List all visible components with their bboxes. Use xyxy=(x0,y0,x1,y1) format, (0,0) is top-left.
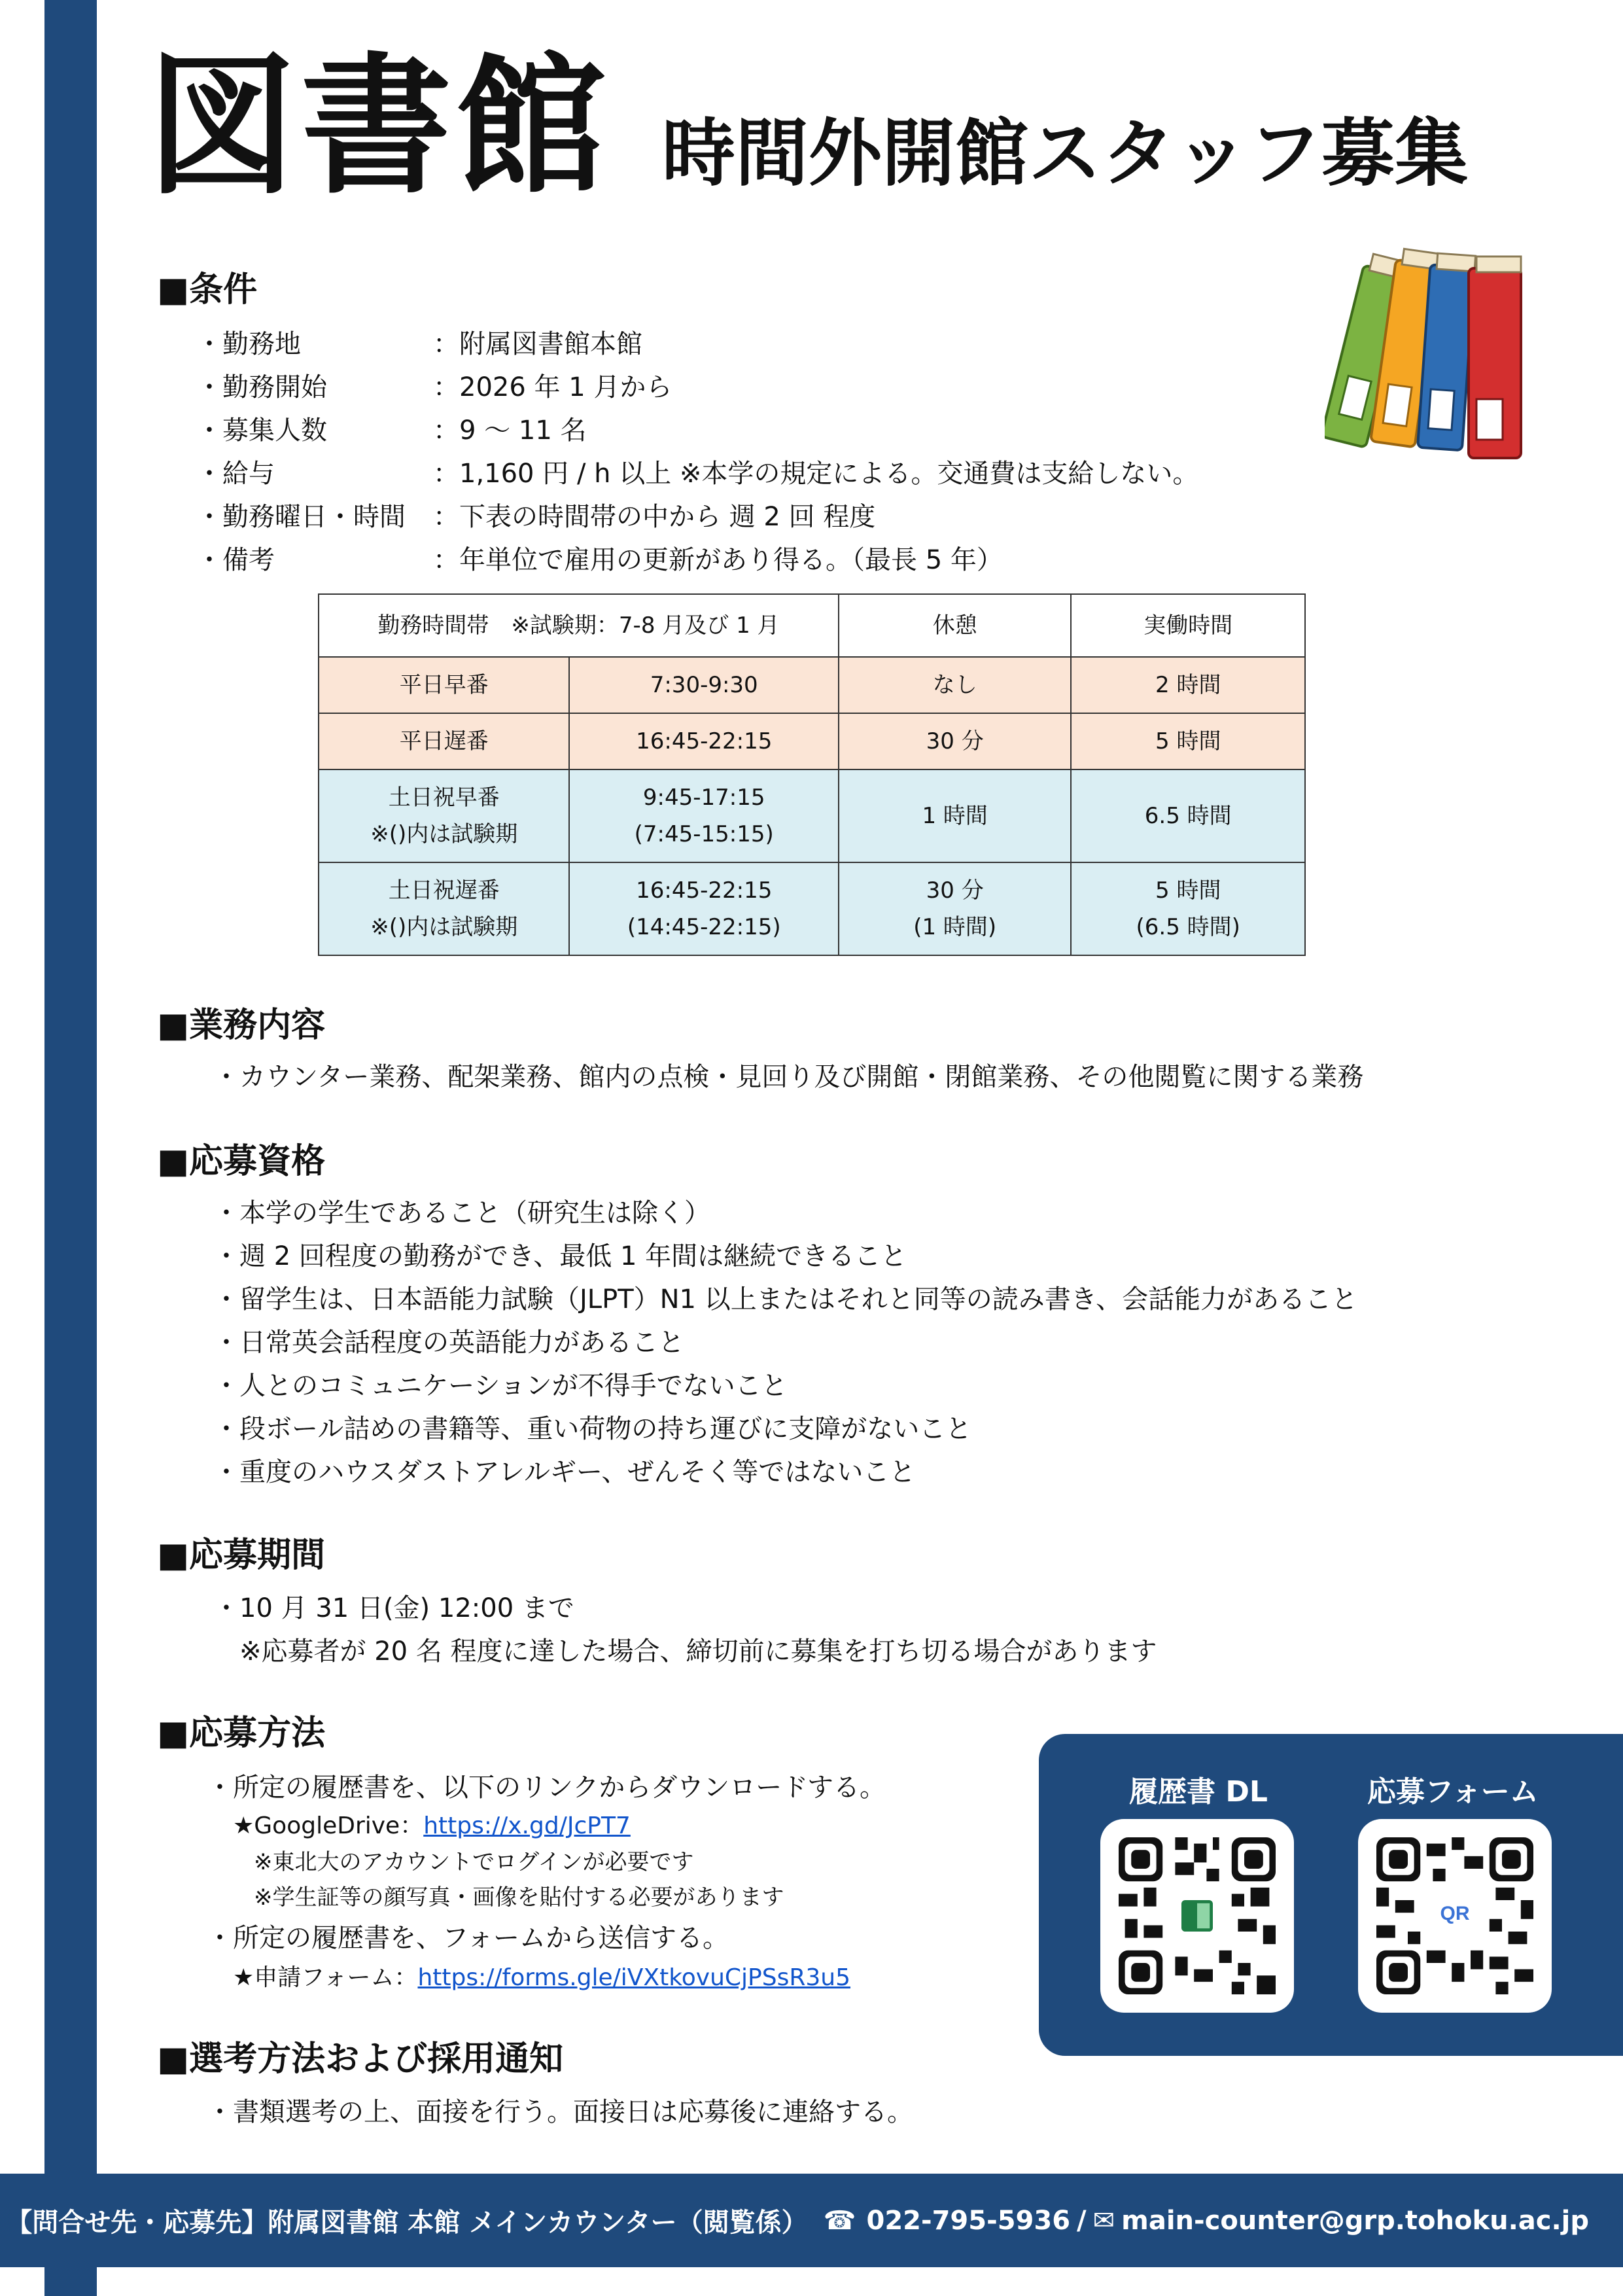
condition-row xyxy=(196,539,1003,576)
duties-item: ・カウンター業務、配架業務、館内の点検・見回り及び開館・閉館業務、その他閲覧に関する業務 xyxy=(213,1062,1364,1092)
schedule-table xyxy=(318,593,1306,956)
time-cell: 7:30-9:30 xyxy=(569,657,839,713)
work-cell: 6.5 時間 xyxy=(1071,769,1305,862)
condition-key: ・備考 xyxy=(196,545,275,575)
shift-note: ※()内は試験期 xyxy=(370,914,518,940)
break-cell xyxy=(839,862,1071,955)
table-row xyxy=(319,713,1305,769)
gdrive-label: ★GoogleDrive： xyxy=(233,1812,424,1839)
method-form-line: ・所定の履歴書を、フォームから送信する。 xyxy=(207,1923,729,1953)
table-header-cell: 勤務時間帯 ※試験期：7-8 月及び 1 月 xyxy=(319,594,839,657)
title-main: 図書館 xyxy=(147,40,610,215)
condition-row xyxy=(196,453,1198,490)
qr-code-form[interactable] xyxy=(1358,1819,1552,2013)
qr-label-form: 応募フォーム xyxy=(1367,1775,1539,1809)
work-cell: 5 時間 xyxy=(1071,713,1305,769)
qualifications-heading: ■応募資格 xyxy=(157,1142,326,1181)
shift-cell: 平日早番 xyxy=(319,657,569,713)
qualification-item: ・本学の学生であること（研究生は除く） xyxy=(213,1198,710,1228)
footer-contact-bar xyxy=(0,2174,1623,2267)
footer-phone[interactable]: 022-795-5936 xyxy=(866,2205,1071,2236)
condition-row xyxy=(196,410,587,447)
time-cell: 16:45-22:15 xyxy=(569,713,839,769)
method-download-line: ・所定の履歴書を、以下のリンクからダウンロードする。 xyxy=(207,1773,886,1803)
table-header-row xyxy=(319,594,1305,657)
shift-name: 土日祝早番 xyxy=(388,784,500,811)
form-label: ★申請フォーム： xyxy=(233,1964,418,1991)
qualification-item: ・人とのコミュニケーションが不得手でないこと xyxy=(213,1371,788,1401)
period-deadline: ・10 月 31 日(金) 12:00 まで xyxy=(213,1593,574,1623)
qr-badge-text: QR xyxy=(1440,1903,1470,1924)
photo-note: ※学生証等の顔写真・画像を貼付する必要があります xyxy=(254,1884,784,1911)
qr-resume-icon xyxy=(1119,1837,1276,1994)
shift-cell: 平日遅番 xyxy=(319,713,569,769)
condition-row xyxy=(196,323,642,361)
work-value: 5 時間 xyxy=(1155,877,1221,904)
footer-email[interactable]: main-counter@grp.tohoku.ac.jp xyxy=(1121,2205,1589,2236)
qr-label-resume: 履歴書 DL xyxy=(1129,1775,1268,1809)
method-heading: ■応募方法 xyxy=(157,1714,326,1753)
break-cell: 30 分 xyxy=(839,713,1071,769)
qualification-item: ・留学生は、日本語能力試験（JLPT）N1 以上またはそれと同等の読み書き、会話能力があること xyxy=(213,1284,1358,1315)
break-exam: (1 時間) xyxy=(913,914,997,940)
table-row xyxy=(319,769,1305,862)
condition-row xyxy=(196,496,875,533)
duties-heading: ■業務内容 xyxy=(157,1006,326,1045)
qr-panel xyxy=(1039,1734,1623,2056)
work-cell xyxy=(1071,862,1305,955)
break-cell: なし xyxy=(839,657,1071,713)
login-note: ※東北大のアカウントでログインが必要です xyxy=(254,1849,694,1875)
condition-key: ・給与 xyxy=(196,459,275,489)
table-header-cell: 実働時間 xyxy=(1071,594,1305,657)
condition-key: ・勤務地 xyxy=(196,329,301,359)
phone-icon: ☎ xyxy=(823,2205,856,2236)
time-cell xyxy=(569,862,839,955)
form-row xyxy=(233,1959,850,1992)
condition-value: ：1,160 円 / h 以上 ※本学の規定による。交通費は支給しない。 xyxy=(433,459,1199,489)
left-accent-bar xyxy=(44,0,97,2296)
condition-key: ・勤務曜日・時間 xyxy=(196,502,406,532)
condition-value: ：年単位で雇用の更新があり得る。（最長 5 年） xyxy=(433,545,1003,575)
title-sub: 時間外開館スタッフ募集 xyxy=(662,111,1469,196)
condition-value: ：附属図書館本館 xyxy=(433,329,642,359)
condition-key: ・勤務開始 xyxy=(196,372,327,402)
break-cell: 1 時間 xyxy=(839,769,1071,862)
table-header-cell: 休憩 xyxy=(839,594,1071,657)
gdrive-row xyxy=(233,1807,631,1841)
form-link[interactable]: https://forms.gle/iVXtkovuCjPSsR3u5 xyxy=(417,1964,851,1991)
condition-value: ：下表の時間帯の中から 週 2 回 程度 xyxy=(433,502,876,532)
time-exam: (14:45-22:15) xyxy=(627,914,781,940)
condition-row xyxy=(196,366,672,404)
books-illustration xyxy=(1325,242,1541,484)
conditions-heading: ■条件 xyxy=(157,270,258,309)
mail-icon: ✉ xyxy=(1092,2205,1115,2236)
period-note: ※応募者が 20 名 程度に達した場合、締切前に募集を打ち切る場合があります xyxy=(239,1636,1157,1667)
page-title xyxy=(147,40,1469,215)
period-heading: ■応募期間 xyxy=(157,1536,326,1575)
gdrive-link[interactable]: https://x.gd/JcPT7 xyxy=(423,1812,631,1839)
qr-code-resume[interactable] xyxy=(1100,1819,1294,2013)
time-exam: (7:45-15:15) xyxy=(634,821,774,847)
qualification-item: ・週 2 回程度の勤務ができ、最低 1 年間は継続できること xyxy=(213,1241,907,1271)
time-cell xyxy=(569,769,839,862)
selection-heading: ■選考方法および採用通知 xyxy=(157,2040,564,2079)
table-row xyxy=(319,657,1305,713)
table-row xyxy=(319,862,1305,955)
footer-separator: / xyxy=(1077,2205,1087,2236)
break-value: 30 分 xyxy=(926,877,984,904)
shift-name: 土日祝遅番 xyxy=(388,877,500,904)
time-value: 9:45-17:15 xyxy=(642,784,765,811)
shift-note: ※()内は試験期 xyxy=(370,821,518,847)
qualification-item: ・重度のハウスダストアレルギー、ぜんそく等ではないこと xyxy=(213,1457,916,1487)
time-value: 16:45-22:15 xyxy=(636,877,773,904)
work-exam: (6.5 時間) xyxy=(1136,914,1240,940)
selection-line: ・書類選考の上、面接を行う。面接日は応募後に連絡する。 xyxy=(207,2097,913,2127)
shift-cell xyxy=(319,862,569,955)
work-cell: 2 時間 xyxy=(1071,657,1305,713)
qualification-item: ・日常英会話程度の英語能力があること xyxy=(213,1328,684,1358)
condition-value: ：2026 年 1 月から xyxy=(433,372,672,402)
qualification-item: ・段ボール詰めの書籍等、重い荷物の持ち運びに支障がないこと xyxy=(213,1414,972,1444)
shift-cell xyxy=(319,769,569,862)
footer-contact: 【問合せ先・応募先】附属図書館 本館 メインカウンター（閲覧係） xyxy=(6,2208,808,2238)
condition-value: ：9 〜 11 名 xyxy=(433,415,587,446)
condition-key: ・募集人数 xyxy=(196,415,327,446)
